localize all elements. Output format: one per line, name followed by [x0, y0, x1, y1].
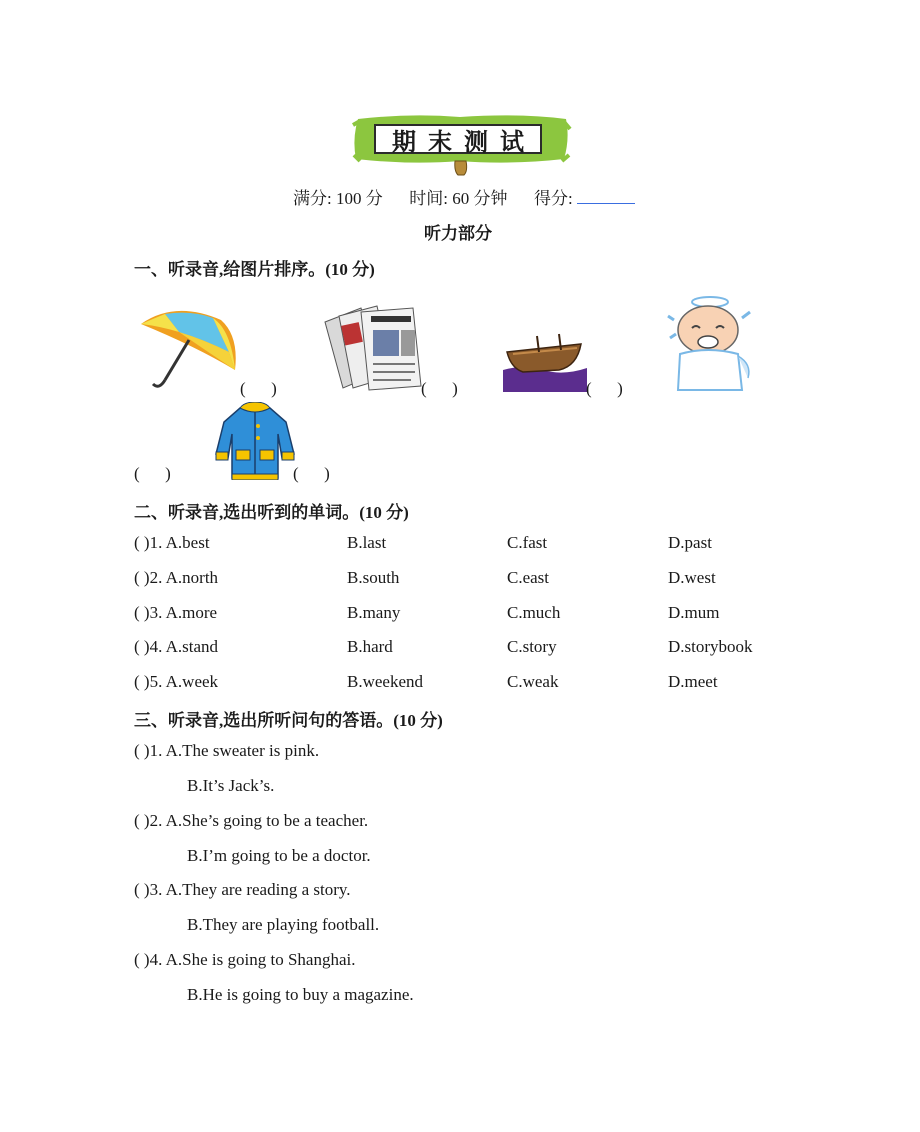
q2-1-c[interactable]: C.fast [507, 533, 548, 552]
score-label: 得分: [533, 189, 573, 208]
page-title: 期末测试 [374, 124, 542, 154]
meta-line [293, 184, 635, 209]
title-banner [350, 111, 572, 179]
answer-bracket-5[interactable]: ( ) [293, 464, 330, 483]
q3-3-a[interactable]: ( )3. A.They are reading a story. [134, 880, 351, 899]
part2-heading: 二、听录音,选出听到的单词。(10 分) [134, 503, 409, 522]
q2-3-c[interactable]: C.much [507, 603, 561, 622]
time-limit: 时间: 60 分钟 [409, 189, 508, 208]
q3-2-a[interactable]: ( )2. A.She’s going to be a teacher. [134, 811, 369, 830]
q2-2-b[interactable]: B.south [347, 568, 400, 587]
full-marks: 满分: 100 分 [293, 189, 383, 208]
q2-1-d[interactable]: D.past [668, 533, 712, 552]
part1-heading: 一、听录音,给图片排序。(10 分) [134, 260, 375, 279]
q2-1-b[interactable]: B.last [347, 533, 387, 552]
q2-4-a[interactable]: ( )4. A.stand [134, 637, 219, 656]
umbrella-icon [135, 306, 241, 394]
q3-1-b[interactable]: B.It’s Jack’s. [187, 776, 275, 795]
q2-3-d[interactable]: D.mum [668, 603, 720, 622]
score-blank[interactable] [577, 187, 635, 204]
q2-5-d[interactable]: D.meet [668, 672, 718, 691]
answer-bracket-2[interactable]: ( ) [421, 379, 458, 398]
q2-4-c[interactable]: C.story [507, 637, 557, 656]
q2-1-a[interactable]: ( )1. A.best [134, 533, 210, 552]
q2-3-b[interactable]: B.many [347, 603, 401, 622]
q3-4-a[interactable]: ( )4. A.She is going to Shanghai. [134, 950, 356, 969]
coat-icon [214, 402, 296, 480]
q2-4-b[interactable]: B.hard [347, 637, 393, 656]
q3-1-a[interactable]: ( )1. A.The sweater is pink. [134, 741, 320, 760]
q2-3-a[interactable]: ( )3. A.more [134, 603, 218, 622]
newspapers-icon [321, 302, 425, 392]
boat-icon [503, 330, 587, 392]
q2-2-c[interactable]: C.east [507, 568, 550, 587]
crying-baby-icon [664, 294, 756, 394]
q2-5-b[interactable]: B.weekend [347, 672, 424, 691]
q2-5-c[interactable]: C.weak [507, 672, 559, 691]
q2-5-a[interactable]: ( )5. A.week [134, 672, 219, 691]
answer-bracket-1[interactable]: ( ) [240, 379, 277, 398]
q3-2-b[interactable]: B.I’m going to be a doctor. [187, 846, 371, 865]
answer-bracket-3[interactable]: ( ) [586, 379, 623, 398]
q2-2-a[interactable]: ( )2. A.north [134, 568, 219, 587]
q3-3-b[interactable]: B.They are playing football. [187, 915, 380, 934]
q2-4-d[interactable]: D.storybook [668, 637, 753, 656]
part3-heading: 三、听录音,选出所听问句的答语。(10 分) [134, 711, 443, 730]
section-heading: 听力部分 [424, 224, 492, 243]
q2-2-d[interactable]: D.west [668, 568, 716, 587]
answer-bracket-4[interactable]: ( ) [134, 464, 171, 483]
q3-4-b[interactable]: B.He is going to buy a magazine. [187, 985, 414, 1004]
